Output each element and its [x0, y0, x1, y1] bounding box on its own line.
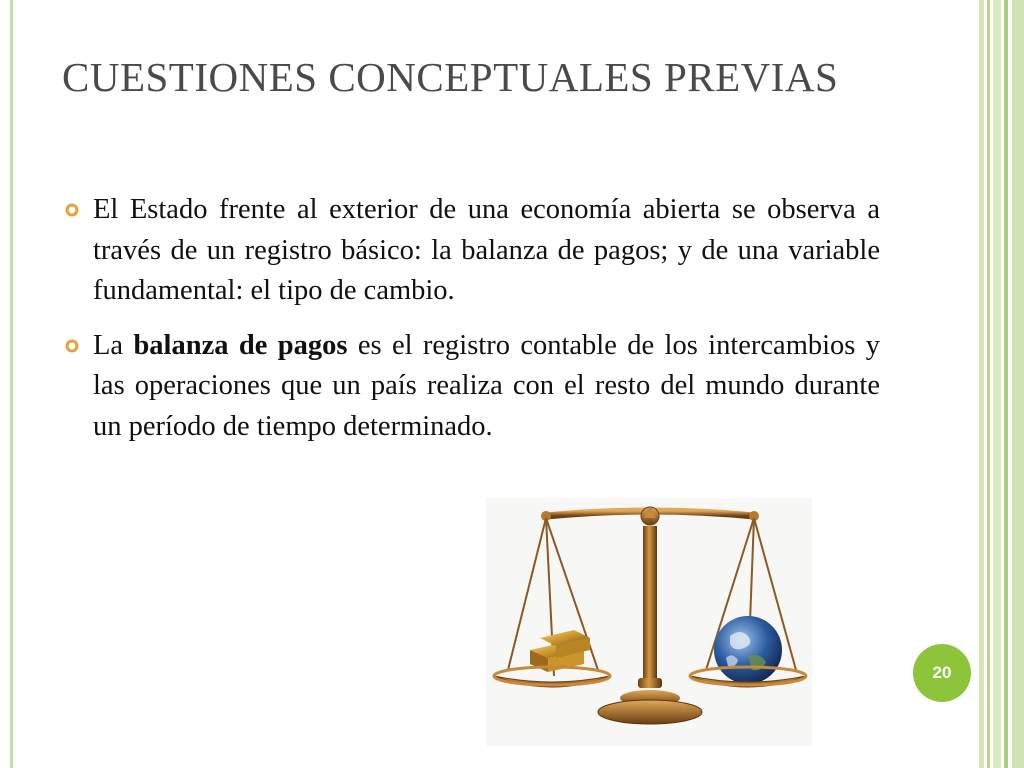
slide-content [62, 190, 880, 461]
page-number-badge: 20 [913, 644, 971, 702]
balance-scale-image [486, 498, 812, 746]
bullet-item-2 [62, 326, 880, 448]
right-border-stripe [1012, 0, 1024, 768]
right-border-stripe [1004, 0, 1008, 768]
slide-title: CUESTIONES CONCEPTUALES PREVIAS [62, 54, 839, 100]
right-border-stripe [979, 0, 984, 768]
right-border-stripe [987, 0, 990, 768]
ring-bullet-icon [65, 203, 79, 217]
bullet-2-prefix: La [93, 329, 134, 361]
bullet-item-1 [62, 190, 880, 312]
ring-bullet-icon [65, 339, 79, 353]
left-border-line [10, 0, 13, 768]
bullet-2-suffix: es el registro contable de los intercambios y las operaciones que un país realiza con el resto del mundo durante un período de tiempo determinado. [93, 329, 881, 442]
bullet-1-text: El Estado frente al exterior de una economía abierta se observa a través de un registro básico: la balanza de pagos; y de una variable fundamental: el tipo de cambio. [93, 194, 880, 306]
bullet-2-bold-term: balanza de pagos [133, 329, 348, 361]
right-border-stripe [993, 0, 1001, 768]
